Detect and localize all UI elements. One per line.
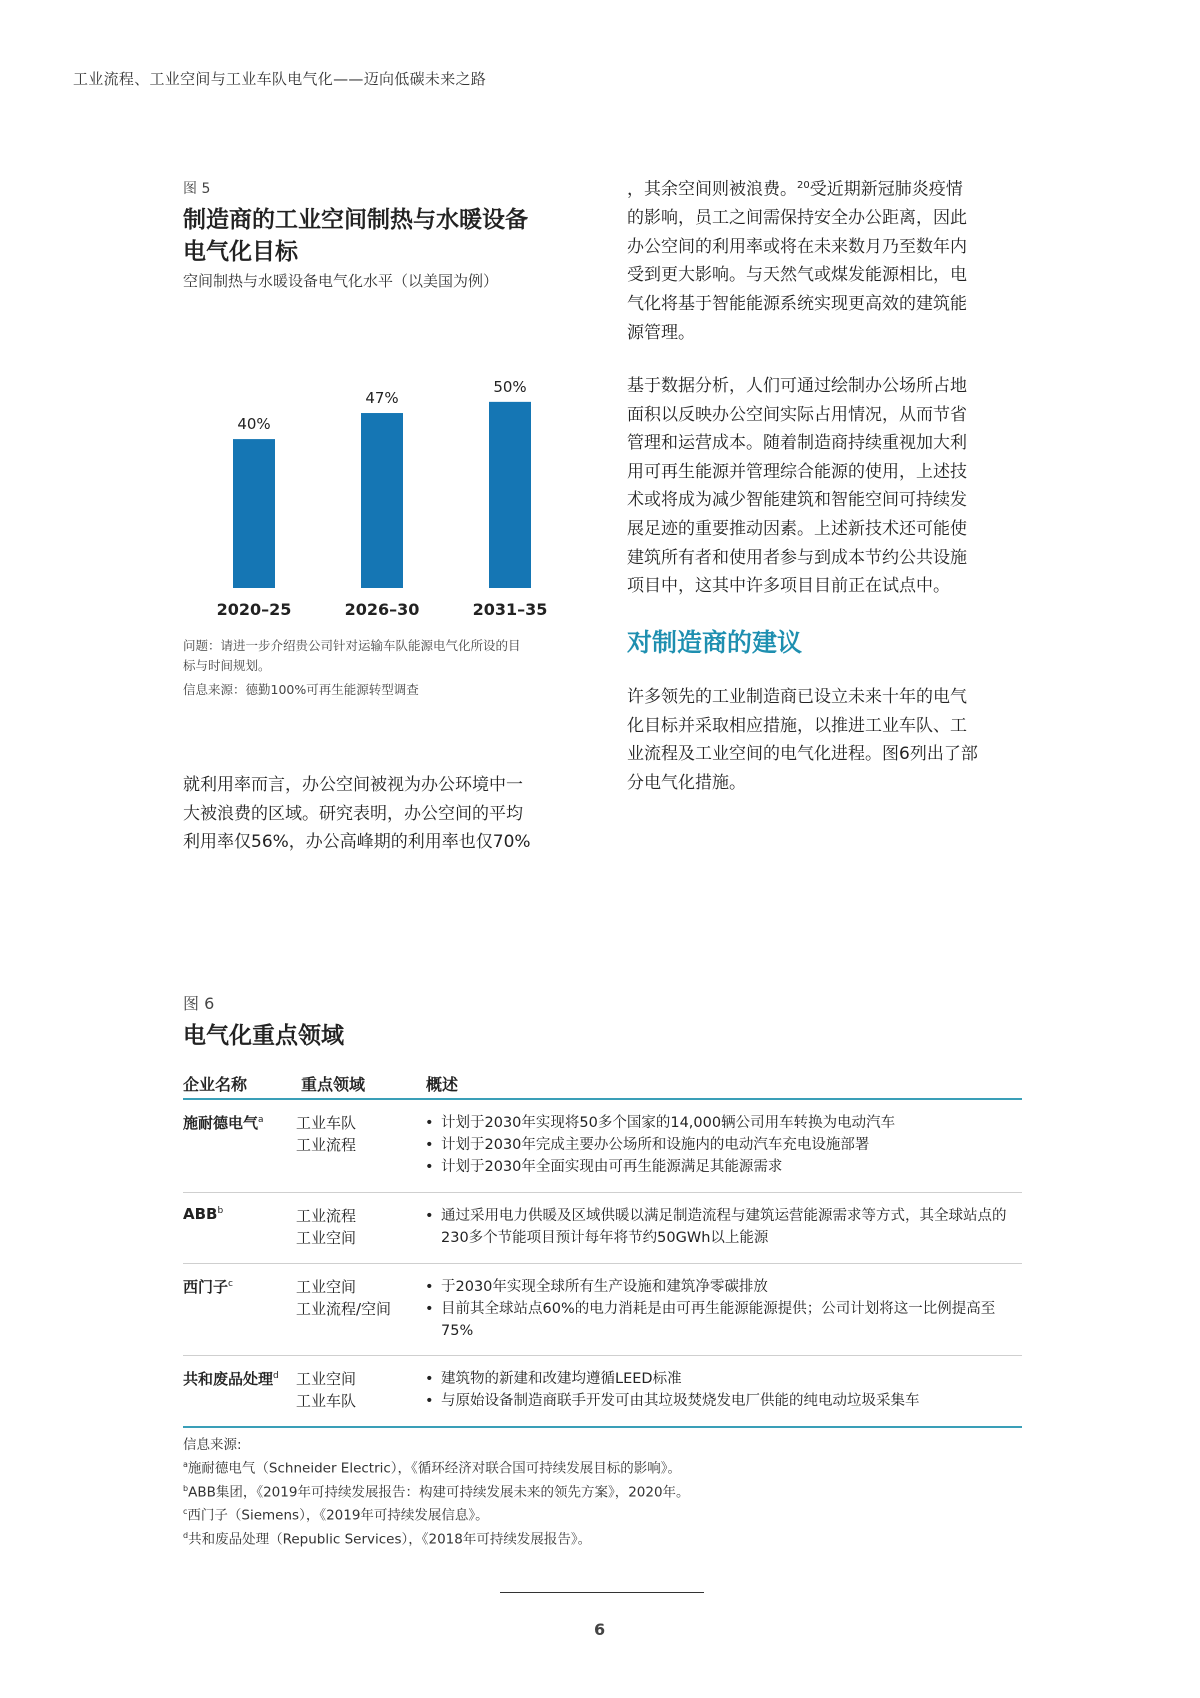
left-paragraph-line: 利用率仅56%，办公高峰期的利用率也仅70% [183,832,531,853]
focus-areas-table [183,1068,1022,1428]
right-paragraph-2-line: 管理和运营成本。随着制造商持续重视加大利 [627,433,967,454]
figure5-note-line2: 标与时间规划。 [183,658,271,673]
figure5-title-line2: 电气化目标 [183,239,298,265]
figure5-source: 信息来源：德勤100%可再生能源转型调查 [183,682,419,697]
overview-cell [423,1112,1018,1178]
focus-area-cell [296,1276,391,1320]
overview-bullet: • 与原始设备制造商联手开发可由其垃圾焚烧发电厂供能的纯电动垃圾采集车 [423,1390,1018,1412]
company-name-text: ABB [183,1205,218,1223]
right-paragraph-2 [627,372,1017,601]
company-name [183,1368,279,1389]
right-paragraph-2-line: 建筑所有者和使用者参与到成本节约公共设施 [627,547,967,568]
right-paragraph-1-line: 的影响，员工之间需保持安全办公距离，因此 [627,208,967,229]
figure5-label: 图 5 [183,181,211,197]
figure6-sources [183,1436,690,1549]
table-header [183,1068,1022,1100]
right-paragraph-1-line: 办公空间的利用率或将在未来数月乃至数年内 [627,236,967,257]
figure5-title [183,204,528,268]
focus-area: 工业流程/空间 [296,1300,392,1318]
page-number: 6 [594,1620,606,1639]
footnote-ref: c [228,1279,233,1289]
source-item [183,1455,690,1479]
bar-value-label: 40% [237,415,271,434]
figure6-title: 电气化重点领域 [183,1023,344,1049]
company-name [183,1205,223,1223]
column-header-area: 重点领域 [301,1075,366,1094]
column-header-overview: 概述 [426,1075,459,1094]
overview-bullet: • 于2030年实现全球所有生产设施和建筑净零碳排放 [423,1276,1018,1298]
footnote-ref: d [183,1530,189,1540]
overview-bullet: • 计划于2030年实现将50多个国家的14,000辆公司用车转换为电动汽车 [423,1112,1018,1134]
focus-area: 工业车队 [296,1392,357,1410]
right-paragraph-2-line: 展足迹的重要推动因素。上述新技术还可能使 [627,518,967,539]
focus-area: 工业空间 [296,1370,357,1388]
figure5-subtitle: 空间制热与水暖设备电气化水平（以美国为例） [183,272,499,290]
focus-area-cell [296,1112,356,1156]
category-label: 2031–35 [472,600,548,619]
right-paragraph-1-first-line [627,172,1017,204]
overview-bullet: • 计划于2030年全面实现由可再生能源满足其能源需求 [423,1156,1018,1178]
source-item [183,1479,690,1503]
company-name-text: 西门子 [183,1278,229,1296]
company-name-text: 共和废品处理 [183,1370,274,1388]
right-paragraph-3-line: 许多领先的工业制造商已设立未来十年的电气 [627,687,967,707]
table-row [183,1264,1022,1356]
focus-area: 工业空间 [296,1229,357,1247]
right-paragraph-2-line: 项目中，这其中许多项目目前正在试点中。 [627,576,950,597]
footer-divider [500,1592,704,1593]
focus-area-cell [296,1368,356,1412]
right-paragraph-2-line: 用可再生能源并管理综合能源的使用，上述技 [627,461,967,482]
figure5-note [183,636,521,676]
company-name-text: 施耐德电气 [183,1114,259,1132]
category-label: 2026–30 [344,600,420,619]
source-text: ABB集团，《2019年可持续发展报告：构建可持续发展未来的领先方案》，2020年。 [188,1484,690,1500]
overview-bullet: • 建筑物的新建和改建均遵循LEED标准 [423,1368,1018,1390]
bar-value-label: 47% [365,389,399,408]
footnote-ref: 20 [797,180,810,191]
focus-area-cell [296,1205,356,1249]
right-paragraph-1-line: 受到更大影响。与天然气或煤发能源相比，电 [627,265,967,286]
focus-area: 工业空间 [296,1278,357,1296]
figure5-note-line1: 问题：请进一步介绍贵公司针对运输车队能源电气化所设的目 [183,638,521,653]
bar-chart [183,320,583,620]
source-text: 施耐德电气（Schneider Electric），《循环经济对联合国可持续发展目标的影响》。 [187,1460,682,1477]
right-paragraph-1-line: 气化将基于智能能源系统实现更高效的建筑能 [627,294,967,315]
left-paragraph-line: 大被浪费的区域。研究表明，办公空间的平均 [183,803,523,824]
source-item [183,1526,690,1550]
bar-2031–35 [489,402,531,588]
overview-bullet: • 目前其全球站点60%的电力消耗是由可再生能源能源提供；公司计划将这一比例提高至75% [423,1298,1018,1342]
bar-2026–30 [361,413,403,588]
right-paragraph-1 [627,172,1017,347]
focus-area: 工业车队 [296,1114,357,1132]
overview-cell [423,1368,1018,1412]
table-row [183,1100,1022,1193]
overview-cell [423,1205,1018,1249]
footnote-ref: b [183,1483,189,1493]
footnote-ref: d [273,1371,279,1381]
overview-bullet: • 计划于2030年完成主要办公场所和设施内的电动汽车充电设施部署 [423,1134,1018,1156]
right-paragraph-2-line: 面积以反映办公空间实际占用情况，从而节省 [627,404,967,425]
right-paragraph-3 [627,683,1027,797]
para1-text-rest: 受近期新冠肺炎疫情 [809,179,963,200]
table-row [183,1193,1022,1264]
left-paragraph [183,771,573,857]
company-name [183,1112,264,1133]
footnote-ref: a [183,1460,188,1469]
right-paragraph-3-line: 业流程及工业空间的电气化进程。图6列出了部 [627,744,978,765]
left-paragraph-line: 就利用率而言，办公空间被视为办公环境中一 [183,775,523,795]
right-paragraph-2-line: 术或将成为减少智能建筑和智能空间可持续发 [627,490,967,511]
category-label: 2020–25 [216,600,292,619]
table-row [183,1356,1022,1428]
right-paragraph-3-line: 化目标并采取相应措施，以推进工业车队、工 [627,715,967,736]
focus-area: 工业流程 [296,1136,357,1154]
right-paragraph-3-line: 分电气化措施。 [627,772,746,793]
source-text: 共和废品处理（Republic Services），《2018年可持续发展报告》。 [188,1531,592,1547]
bar-value-label: 50% [493,377,527,396]
para1-text: ，其余空间则被浪费。 [627,179,797,200]
right-paragraph-2-line: 基于数据分析，人们可通过绘制办公场所占地 [627,376,967,396]
focus-area: 工业流程 [296,1207,357,1225]
source-item [183,1502,690,1526]
footnote-ref: a [258,1115,264,1125]
overview-cell [423,1276,1018,1342]
section-heading: 对制造商的建议 [627,628,803,657]
source-text: 西门子（Siemens），《2019年可持续发展信息》。 [187,1507,489,1524]
footnote-ref: c [183,1507,188,1516]
column-header-company: 企业名称 [183,1075,248,1094]
figure6-label: 图 6 [183,994,215,1013]
bar-2020–25 [233,439,275,588]
right-paragraph-1-line: 源管理。 [627,322,695,343]
figure5-title-line1: 制造商的工业空间制热与水暖设备 [183,207,528,233]
footnote-ref: b [217,1206,224,1216]
running-header: 工业流程、工业空间与工业车队电气化——迈向低碳未来之路 [73,70,487,88]
overview-bullet: • 通过采用电力供暖及区域供暖以满足制造流程与建筑运营能源需求等方式，其全球站点的230多个节能项目预计每年将节约50GWh以上能源 [423,1205,1018,1249]
company-name [183,1276,233,1297]
sources-title: 信息来源: [183,1437,242,1453]
